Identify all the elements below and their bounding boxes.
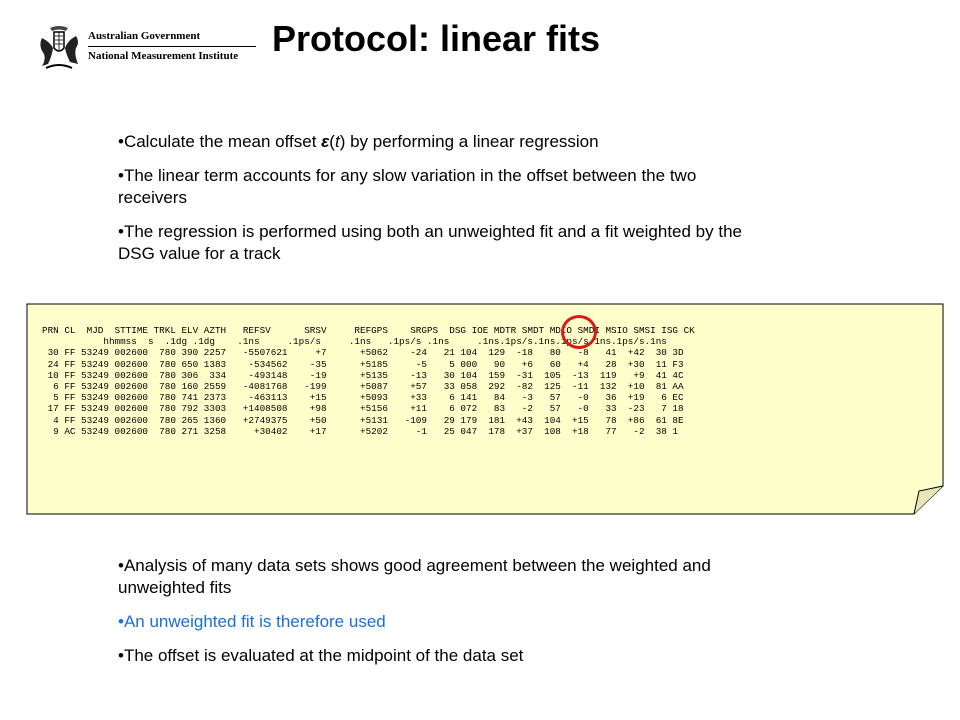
table-row: 5 FF 53249 002600 780 741 2373 -463113 +15 +5093 +33 6 141 84 -3 57 -0 36 +19 6 EC — [42, 392, 684, 404]
table-row: 9 AC 53249 002600 780 271 3258 +30402 +17 +5202 -1 25 047 178 +37 108 +18 77 -2 38 1 — [42, 425, 679, 437]
bullet-regression: •The regression is performed using both an unweighted fit and a fit weighted by the DSG value for a track — [118, 222, 742, 263]
bullet-list-top — [118, 131, 758, 277]
coat-of-arms-icon — [34, 24, 84, 74]
bullet-midpoint: •The offset is evaluated at the midpoint of the data set — [118, 646, 524, 665]
table-row: 6 FF 53249 002600 780 160 2559 -4081768 -199 +5087 +57 33 058 292 -82 125 -11 132 +10 81 AA — [42, 381, 684, 393]
table-header-units: hhmmss s .1dg .1dg .1ns .1ps/s .1ns .1ps/s .1ns .1ns.1ps/s.1ns.1ps/s.1ns.1ps/s.1ns — [42, 336, 667, 348]
dsg-column-highlight — [561, 315, 597, 349]
bullet-list-bottom — [118, 555, 758, 679]
data-file-note — [26, 303, 944, 515]
cggtts-data-table — [42, 325, 695, 437]
org-name-line1: Australian Government — [88, 30, 201, 42]
nmi-logo — [34, 24, 239, 76]
slide-title: Protocol: linear fits — [272, 18, 601, 59]
table-row: 24 FF 53249 002600 780 650 1383 -534562 -35 +5185 -5 5 000 90 +6 60 +4 28 +30 11 F3 — [42, 358, 684, 370]
bullet-linear-term: •The linear term accounts for any slow variation in the offset between the two receivers — [118, 166, 697, 207]
org-name-line2: National Measurement Institute — [88, 50, 239, 62]
table-header-labels: PRN CL MJD STTIME TRKL ELV AZTH REFSV SRSV REFGPS SRGPS DSG IOE MDTR SMDT MDIO SMDI MSIO SMSI ISG CK — [42, 325, 695, 336]
table-row: 17 FF 53249 002600 780 792 3303 +1408508 +98 +5156 +11 6 072 83 -2 57 -0 33 -23 7 18 — [42, 403, 684, 415]
bullet-mean-offset: •Calculate the mean offset ε(t) by performing a linear regression — [118, 132, 599, 151]
table-row: 4 FF 53249 002600 780 265 1360 +2749375 +50 +5131 -109 29 179 181 +43 104 +15 78 +86 61 8E — [42, 414, 684, 426]
table-row: 30 FF 53249 002600 780 390 2257 -5507621 +7 +5062 -24 21 104 129 -18 80 -8 41 +42 30 3D — [42, 347, 684, 359]
table-row: 10 FF 53249 002600 780 306 334 -493148 -19 +5135 -13 30 104 159 -31 105 -13 119 +9 41 4C — [42, 369, 684, 381]
logo-divider — [88, 46, 256, 47]
bullet-analysis: •Analysis of many data sets shows good agreement between the weighted and unweighted fits — [118, 556, 711, 597]
bullet-unweighted-used: •An unweighted fit is therefore used — [118, 612, 386, 631]
